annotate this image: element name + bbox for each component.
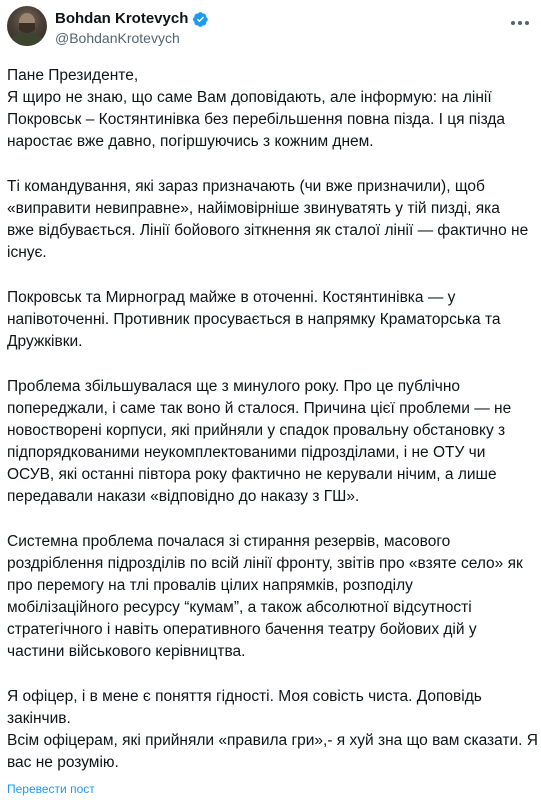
post-text-line: Ті командування, які зараз призначають (чи вже призначили), щоб [7, 178, 485, 195]
verified-badge-icon [192, 11, 209, 28]
post-text-line: існує. [7, 244, 47, 261]
name-row [55, 10, 209, 28]
post-text-line: напівоточенні. Противник просувається в напрямку Краматорська та [7, 311, 501, 328]
post-paragraph [7, 376, 537, 508]
post-text-line: Покровськ та Мирноград майже в оточенні. Костянтинівка — у [7, 289, 456, 306]
post-text-line: стратегічного і навіть оперативного бачення театру бойових дій у [7, 621, 477, 638]
avatar[interactable] [7, 6, 47, 46]
author-display-name[interactable]: Bohdan Krotevych [55, 10, 189, 27]
more-options-icon[interactable] [509, 12, 531, 34]
post-text-line: підпорядкованими неукомплектованими підрозділами, і не ОТУ чи [7, 444, 486, 461]
post-text-line: «виправити невиправне», найімовірніше звинуватять у тій пизді, яка [7, 200, 500, 217]
post-text [7, 65, 537, 797]
post-text-line: передавали накази «відповідно до наказу з ГШ». [7, 488, 360, 505]
post-paragraph [7, 686, 537, 774]
post-paragraph [7, 287, 537, 353]
post-text-line: Я офіцер, і в мене є поняття гідності. Моя совість чиста. Доповідь [7, 688, 482, 705]
avatar-body [11, 33, 43, 46]
post-text-line: Всім офіцерам, які прийняли «правила гри»,- я хуй зна що вам сказати. Я [7, 732, 538, 749]
more-dots-icon [510, 20, 530, 26]
post-text-line: Дружківки. [7, 333, 83, 350]
avatar-beard [19, 23, 35, 33]
post-text-line: частини військового керівництва. [7, 643, 246, 660]
post-text-line: Проблема збільшувалася ще з минулого року. Про це публічно [7, 378, 461, 395]
post-text-line: ОСУВ, які останні півтора року фактично не керували нічим, а лише [7, 466, 497, 483]
author-handle[interactable]: @BohdanKrotevych [55, 30, 180, 46]
post-text-line: наростає вже давно, погіршуючись з кожним днем. [7, 133, 374, 150]
post-paragraph [7, 531, 537, 663]
post-text-line: Я щиро не знаю, що саме Вам доповідають, але інформую: на лінії [7, 89, 492, 106]
post-text-line: про перемогу на тлі провалів цілих напрямків, розподілу [7, 577, 413, 594]
translate-post-link[interactable]: Перевести пост [7, 782, 95, 796]
post-text-line: вже відбувається. Лінії бойового зіткнення як сталої лінії — фактично не [7, 222, 529, 239]
post-paragraph [7, 65, 537, 153]
post-text-line: Пане Президенте, [7, 67, 139, 84]
post-text-line: Покровськ – Костянтинівка без перебільшення повна пізда. І ця пізда [7, 111, 506, 128]
post-text-line: Системна проблема почалася зі стирання резервів, масового [7, 533, 451, 550]
post-text-line: вас не розумію. [7, 754, 119, 771]
post-text-line: роздріблення підрозділів по всій лінії фронту, звітів про «взяте село» як [7, 555, 523, 572]
post-paragraph [7, 176, 537, 264]
post-header [7, 6, 531, 50]
post-text-line: попереджали, і саме так воно й сталося. Причина цієї проблеми — не [7, 400, 512, 417]
post-text-line: мобілізаційного ресурсу “кумам”, а також абсолютної відсутності [7, 599, 472, 616]
post-text-line: новостворені корпуси, які прийняли у спадок провальну обстановку з [7, 422, 506, 439]
post-text-line: закінчив. [7, 710, 71, 727]
